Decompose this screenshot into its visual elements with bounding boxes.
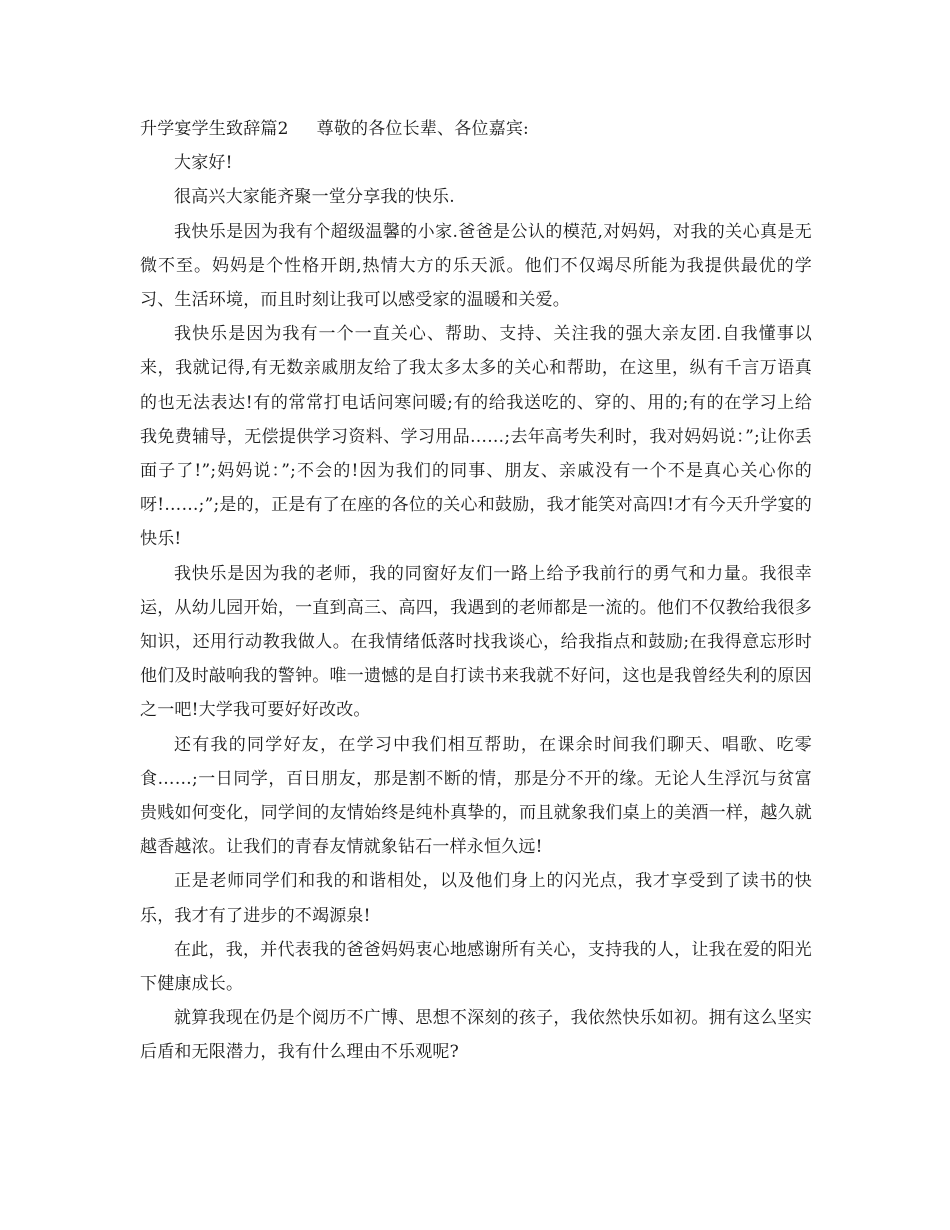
heading-line bbox=[140, 112, 812, 146]
paragraph-classmates: 还有我的同学好友，在学习中我们相互帮助，在课余时间我们聊天、唱歌、吃零食……;一日同学，百日朋友，那是割不断的情，那是分不开的缘。无论人生浮沉与贫富贵贱如何变化，同学间的友情始终是纯朴真挚的，而且就象我们桌上的美酒一样，越久就越香越浓。让我们的青春友情就象钻石一样永恒久远! bbox=[140, 734, 812, 858]
paragraph-family: 我快乐是因为我有个超级温馨的小家.爸爸是公认的模范,对妈妈，对我的关心真是无微不至。妈妈是个性格开朗,热情大方的乐天派。他们不仅竭尽所能为我提供最优的学习、生活环境，而且时刻让我可以感受家的温暖和关爱。 bbox=[140, 221, 812, 311]
paragraph-greeting: 大家好! bbox=[174, 153, 233, 174]
document-title: 升学宴学生致辞篇2 bbox=[140, 119, 289, 139]
salutation: 尊敬的各位长辈、各位嘉宾: bbox=[316, 119, 529, 139]
paragraph-closing: 就算我现在仍是个阅历不广博、思想不深刻的孩子，我依然快乐如初。拥有这么坚实后盾和无限潜力，我有什么理由不乐观呢? bbox=[140, 1008, 812, 1063]
paragraph-harmony: 正是老师同学们和我的和谐相处，以及他们身上的闪光点，我才享受到了读书的快乐，我才有了进步的不竭源泉! bbox=[140, 871, 812, 926]
paragraph-thanks: 在此，我，并代表我的爸爸妈妈衷心地感谢所有关心，支持我的人，让我在爱的阳光下健康成长。 bbox=[140, 939, 812, 995]
paragraph-teachers: 我快乐是因为我的老师，我的同窗好友们一路上给予我前行的勇气和力量。我很幸运，从幼儿园开始，一直到高三、高四，我遇到的老师都是一流的。他们不仅教给我很多知识，还用行动教我做人。在我情绪低落时找我谈心，给我指点和鼓励;在我得意忘形时他们及时敲响我的警钟。唯一遗憾的是自打读书来我就不好问，这也是我曾经失利的原因之一吧!大学我可要好好改改。 bbox=[140, 563, 812, 721]
document-body bbox=[140, 112, 812, 1070]
paragraph-relatives: 我快乐是因为我有一个一直关心、帮助、支持、关注我的强大亲友团.自我懂事以来，我就记得,有无数亲戚朋友给了我太多太多的关心和帮助，在这里，纵有千言万语真的也无法表达!有的常常打电话问寒问暖;有的给我送吃的、穿的、用的;有的在学习上给我免费辅导，无偿提供学习资料、学习用品……;去年高考失利时，我对妈妈说：”;让你丢面子了!”;妈妈说：”;不会的!因为我们的同事、朋友、亲戚没有一个不是真心关心你的呀!……;”;是的，正是有了在座的各位的关心和鼓励，我才能笑对高四!才有今天升学宴的快乐! bbox=[140, 324, 812, 550]
paragraph-intro: 很高兴大家能齐聚一堂分享我的快乐. bbox=[174, 187, 455, 208]
